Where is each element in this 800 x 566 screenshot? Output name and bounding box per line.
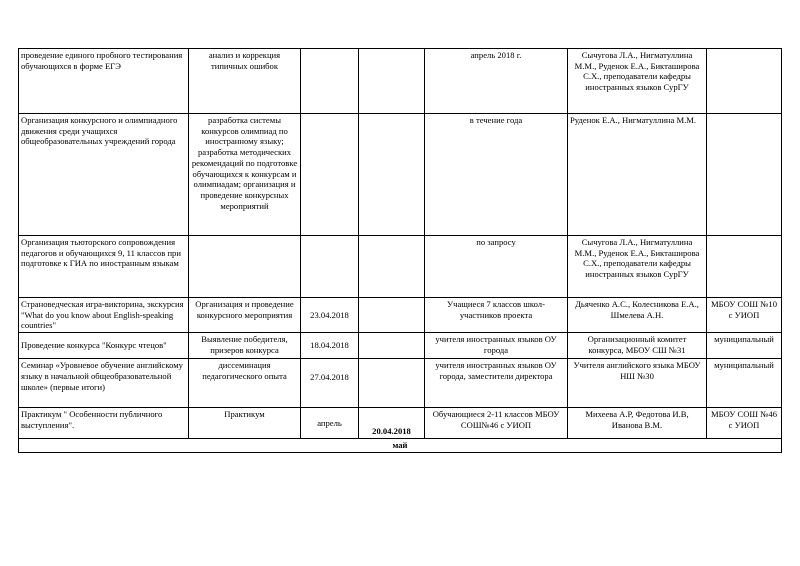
date-cell <box>359 333 425 359</box>
participants-cell: Учащиеся 7 классов школ-участников проекта <box>425 298 568 333</box>
form-cell: диссеминация педагогического опыта <box>189 359 301 408</box>
event-cell: Семинар «Уровневое обучение английскому языку в начальной общеобразовательной школе» (первые итоги) <box>19 359 189 408</box>
level-cell <box>707 114 782 236</box>
date-cell <box>359 298 425 333</box>
level-cell: муниципальный <box>707 359 782 408</box>
form-cell: анализ и коррекция типичных ошибок <box>189 49 301 114</box>
participants-cell: учителя иностранных языков ОУ города, заместители директора <box>425 359 568 408</box>
participants-cell: Обучающиеся 2-11 классов МБОУ СОШ№46 с УИОП <box>425 408 568 439</box>
date-cell: 20.04.2018 <box>359 408 425 439</box>
table-row <box>19 359 782 408</box>
table-row <box>19 333 782 359</box>
date-cell <box>359 236 425 298</box>
participants-cell: учителя иностранных языков ОУ города <box>425 333 568 359</box>
responsible-cell: Организационный комитет конкурса, МБОУ СШ №31 <box>568 333 707 359</box>
date-cell: 18.04.2018 <box>301 333 359 359</box>
participants-cell: в течение года <box>425 114 568 236</box>
date-cell <box>301 114 359 236</box>
responsible-cell: Сычугова Л.А., Нигматуллина М.М., Руденок Е.А., Бикташирова С.Х., преподаватели кафедры иностранных языков СурГУ <box>568 236 707 298</box>
participants-cell: по запросу <box>425 236 568 298</box>
level-cell: МБОУ СОШ №10 с УИОП <box>707 298 782 333</box>
event-cell: Практикум " Особенности публичного выступления". <box>19 408 189 439</box>
table-row <box>19 408 782 439</box>
date-cell <box>301 49 359 114</box>
month-label: май <box>19 439 782 453</box>
event-cell: Страноведческая игра-викторина, экскурсия "What do you know about English-speaking countries" <box>19 298 189 333</box>
level-cell <box>707 49 782 114</box>
table-row <box>19 236 782 298</box>
date-cell: апрель <box>301 408 359 439</box>
events-table <box>18 48 782 453</box>
event-cell: Проведение конкурса "Конкурс чтецов" <box>19 333 189 359</box>
table-row <box>19 114 782 236</box>
form-cell: Выявление победителя, призеров конкурса <box>189 333 301 359</box>
level-cell <box>707 236 782 298</box>
form-cell: Практикум <box>189 408 301 439</box>
table-row <box>19 298 782 333</box>
responsible-cell: Сычугова Л.А., Нигматуллина М.М., Руденок Е.А., Бикташирова С.Х., преподаватели кафедры иностранных языков СурГУ <box>568 49 707 114</box>
event-cell: Организация тьюторского сопровождения педагогов и обучающихся 9, 11 классов при подготовке к ГИА по иностранным языкам <box>19 236 189 298</box>
event-cell: проведение единого пробного тестирования обучающихся в форме ЕГЭ <box>19 49 189 114</box>
date-cell <box>359 359 425 408</box>
date-cell <box>359 49 425 114</box>
responsible-cell: Михеева А.Р, Федотова И.В, Иванова В.М. <box>568 408 707 439</box>
participants-cell: апрель 2018 г. <box>425 49 568 114</box>
table-row <box>19 49 782 114</box>
event-cell: Организация конкурсного и олимпиадного движения среди учащихся общеобразовательных учреждений города <box>19 114 189 236</box>
level-cell: МБОУ СОШ №46 с УИОП <box>707 408 782 439</box>
form-cell: разработка системы конкурсов олимпиад по иностранному языку; разработка методических рекомендаций по подготовке обучающихся к конкурсам и олимпиадам; организация и проведение конкурсных мероприятий <box>189 114 301 236</box>
responsible-cell: Учителя английского языка МБОУ НШ №30 <box>568 359 707 408</box>
date-cell <box>301 236 359 298</box>
date-cell: 27.04.2018 <box>301 359 359 408</box>
form-cell <box>189 236 301 298</box>
date-cell: 23.04.2018 <box>301 298 359 333</box>
form-cell: Организация и проведение конкурсного мероприятия <box>189 298 301 333</box>
month-row <box>19 439 782 453</box>
responsible-cell: Дьяченко А.С., Колесникова Е.А., Шмелева А.Н. <box>568 298 707 333</box>
responsible-cell: Руденок Е.А., Нигматуллина М.М. <box>568 114 707 236</box>
level-cell: муниципальный <box>707 333 782 359</box>
date-cell <box>359 114 425 236</box>
